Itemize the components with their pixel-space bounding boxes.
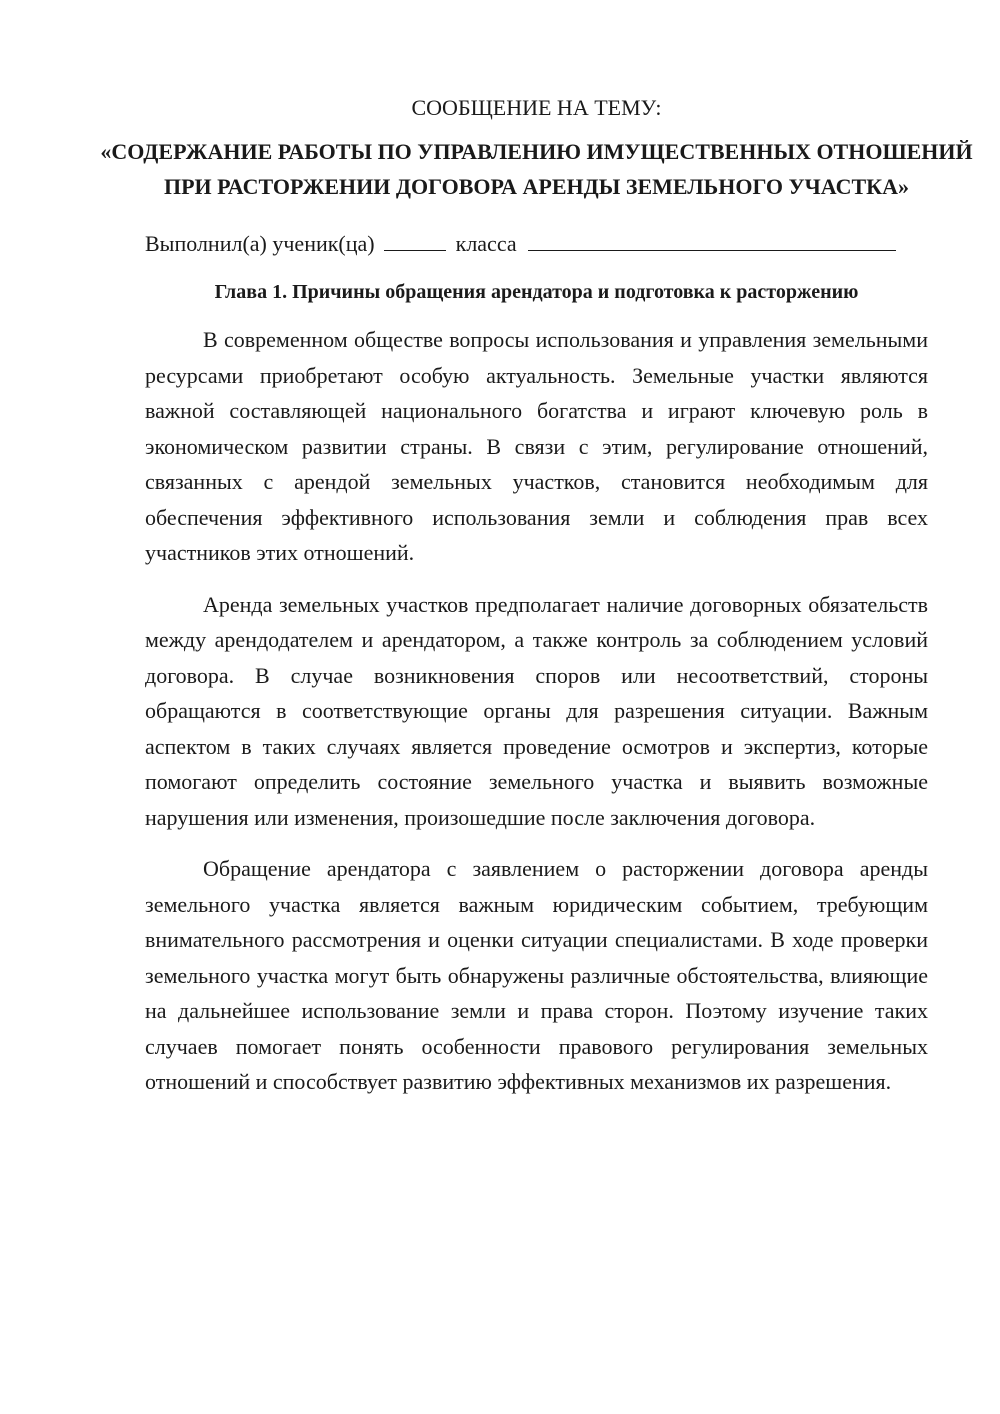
body-paragraph: В современном обществе вопросы использования и управления земельными ресурсами приобретают особую актуальность. Земельные участки являются важной составляющей национального богатства и играют ключевую роль в экономическом развитии страны. В связи с этим, регулирование отношений, связанных с арендой земельных участков, становится необходимым для обеспечения эффективного использования земли и соблюдения прав всех участников этих отношений.: [145, 327, 928, 565]
body-paragraph: Обращение арендатора с заявлением о расторжении договора аренды земельного участка является важным юридическим событием, требующим внимательного рассмотрения и оценки ситуации специалистами. В ходе проверки земельного участка могут быть обнаружены различные обстоятельства, влияющие на дальнейшее использование земли и права сторон. Поэтому изучение таких случаев помогает понять особенности правового регулирования земельных отношений и способствует развитию эффективных механизмов их разрешения.: [145, 856, 928, 1094]
author-line: [145, 228, 928, 260]
class-blank-field: [384, 230, 446, 251]
student-name-blank-field: [528, 230, 896, 251]
document-page: [100, 92, 973, 1116]
performed-by-label: Выполнил(а) ученик(ца): [145, 231, 375, 256]
chapter-heading: Глава 1. Причины обращения арендатора и подготовка к расторжению: [214, 281, 859, 303]
body-paragraph: Аренда земельных участков предполагает наличие договорных обязательств между арендодателем и арендатором, а также контроль за соблюдением условий договора. В случае возникновения споров или несоответствий, стороны обращаются в соответствующие органы для разрешения ситуации. Важным аспектом в таких случаях является проведение осмотров и экспертиз, которые помогают определить состояние земельного участка и выявить возможные нарушения или изменения, произошедшие после заключения договора.: [145, 591, 928, 830]
document-kicker: СООБЩЕНИЕ НА ТЕМУ:: [411, 95, 662, 120]
document-title: «СОДЕРЖАНИЕ РАБОТЫ ПО УПРАВЛЕНИЮ ИМУЩЕСТВЕННЫХ ОТНОШЕНИЙ ПРИ РАСТОРЖЕНИИ ДОГОВОРА АРЕНДЫ ЗЕМЕЛЬНОГО УЧАСТКА»: [100, 139, 973, 199]
class-label: класса: [455, 231, 517, 256]
